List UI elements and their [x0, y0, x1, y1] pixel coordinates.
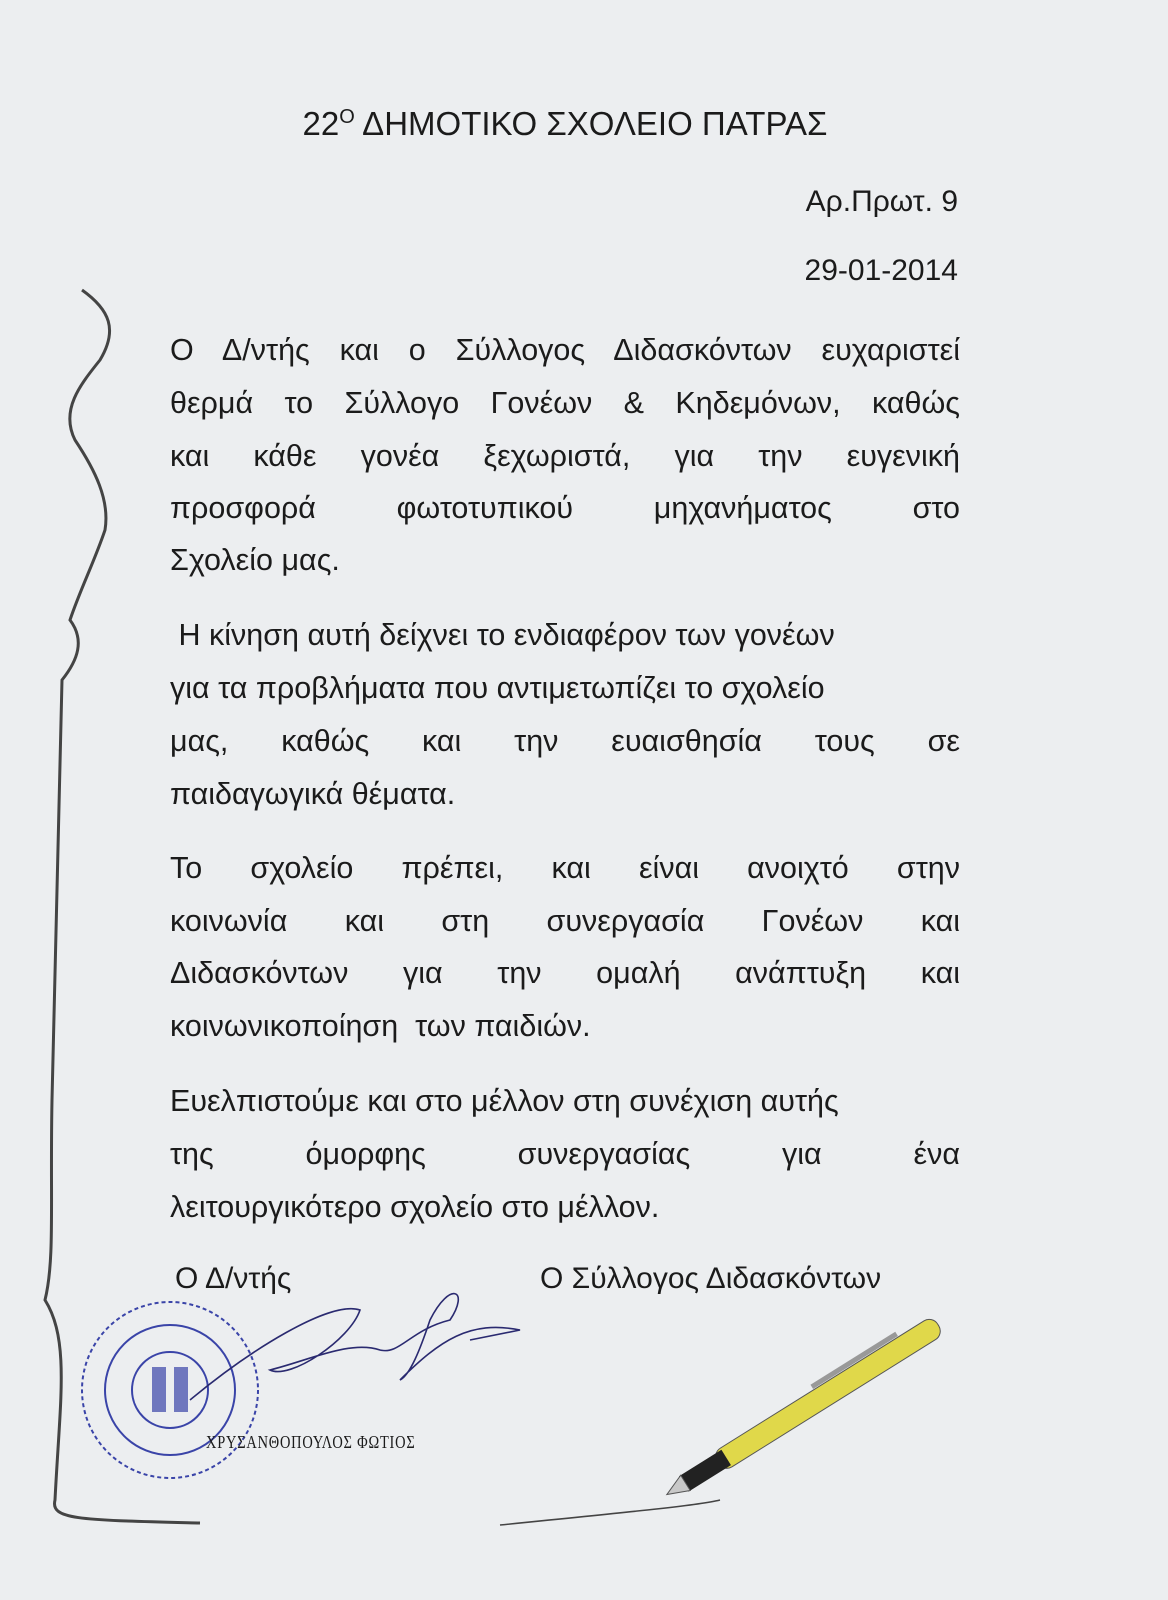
director-signature-label: Ο Δ/ντής: [175, 1262, 292, 1295]
protocol-number: Αρ.Πρωτ. 9: [805, 185, 958, 218]
title-text: ΔΗΜΟΤΙΚΟ ΣΧΟΛΕΙΟ ΠΑΤΡΑΣ: [354, 105, 828, 142]
paragraph-line: κοινωνία και στη συνεργασία Γονέων και: [170, 904, 960, 938]
paragraph-line: μας, καθώς και την ευαισθησία τους σε: [170, 724, 960, 758]
paragraph-line: της όμορφης συνεργασίας για ένα: [170, 1137, 960, 1171]
paragraph-line: θερμά το Σύλλογο Γονέων & Κηδεμόνων, καθώς: [170, 386, 960, 420]
paragraph-line: Διδασκόντων για την ομαλή ανάπτυξη και: [170, 956, 960, 990]
title-number: 22: [302, 105, 340, 142]
paragraph-line: για τα προβλήματα που αντιμετωπίζει το σχολείο: [170, 671, 825, 705]
paragraph-line: Σχολείο μας.: [170, 543, 340, 577]
paragraph-line: Ευελπιστούμε και στο μέλλον στη συνέχιση αυτής: [170, 1084, 839, 1118]
paragraph-line: Το σχολείο πρέπει, και είναι ανοιχτό στην: [170, 851, 960, 885]
paragraph-line: Ο Δ/ντής και ο Σύλλογος Διδασκόντων ευχαριστεί: [170, 333, 960, 367]
stamp-name: ΧΡΥΣΑΝΘΟΠΟΥΛΟΣ ΦΩΤΙΟΣ: [206, 1432, 416, 1452]
fountain-pen-icon: [640, 1300, 1000, 1500]
paragraph-line: και κάθε γονέα ξεχωριστά, για την ευγενική: [170, 439, 960, 473]
paragraph-line: προσφορά φωτοτυπικού μηχανήματος στο: [170, 491, 960, 525]
handwritten-signature: [150, 1280, 550, 1420]
document-title: [0, 105, 1130, 143]
paragraph-line: κοινωνικοποίηση των παιδιών.: [170, 1009, 591, 1043]
paragraph-line: παιδαγωγικά θέματα.: [170, 777, 456, 811]
paragraph-line: λειτουργικότερο σχολείο στο μέλλον.: [170, 1190, 660, 1224]
document-date: 29-01-2014: [804, 254, 958, 287]
paragraph-line: Η κίνηση αυτή δείχνει το ενδιαφέρον των γονέων: [170, 618, 835, 652]
teachers-signature-label: Ο Σύλλογος Διδασκόντων: [540, 1262, 882, 1295]
title-sup: Ο: [339, 106, 355, 128]
